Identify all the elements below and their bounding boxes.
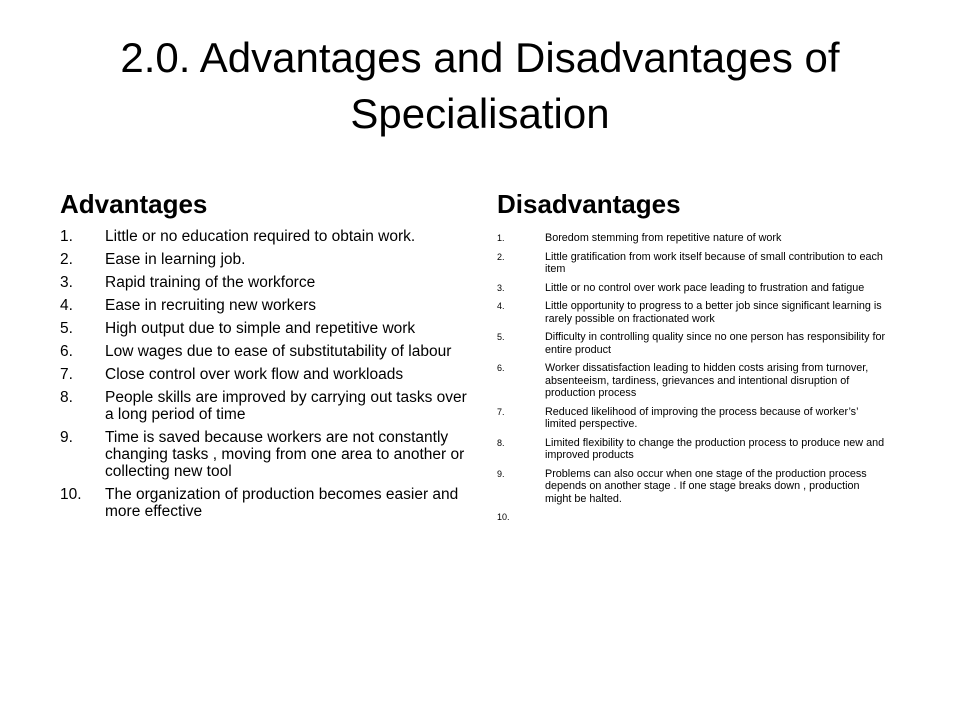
disadvantages-list: [497, 228, 887, 524]
list-item: [497, 511, 887, 524]
list-item: [60, 429, 470, 480]
item-text: Ease in recruiting new workers: [105, 297, 317, 314]
list-item: [60, 228, 470, 245]
item-text: High output due to simple and repetitive work: [105, 320, 416, 337]
item-text: Ease in learning job.: [105, 251, 246, 268]
list-item: [497, 362, 887, 400]
list-item: [497, 406, 887, 431]
item-number: 9.: [60, 429, 73, 446]
item-number: 2.: [60, 251, 73, 268]
item-text: Difficulty in controlling quality since no one person has responsibility for entire product: [545, 331, 886, 356]
item-text: Rapid training of the workforce: [105, 274, 316, 291]
item-number: 4.: [497, 301, 505, 311]
item-text: Little or no control over work pace leading to frustration and fatigue: [545, 281, 865, 294]
list-item: [497, 468, 887, 506]
item-number: 5.: [497, 332, 505, 342]
item-number: 2.: [497, 251, 505, 262]
item-number: 3.: [497, 282, 505, 293]
item-text: Little opportunity to progress to a better job since significant learning is rarely possible on fractionated work: [545, 300, 882, 325]
slide-title: 2.0. Advantages and Disadvantages of Specialisation: [120, 34, 840, 137]
item-number: 5.: [60, 320, 73, 337]
list-item: [60, 389, 470, 423]
item-text: Time is saved because workers are not constantly changing tasks , moving from one area to another or collecting new tool: [105, 429, 465, 480]
item-number: 9.: [497, 468, 505, 479]
list-item: [60, 297, 470, 314]
item-text: People skills are improved by carrying out tasks over a long period of time: [105, 389, 467, 423]
item-text: Reduced likelihood of improving the process because of worker’s’ limited perspective.: [545, 405, 859, 430]
list-item: [60, 320, 470, 337]
disadvantages-column: [497, 186, 887, 530]
item-number: 7.: [497, 406, 505, 417]
item-text: Little gratification from work itself because of small contribution to each item: [545, 250, 883, 275]
item-text: The organization of production becomes easier and more effective: [105, 486, 459, 520]
list-item: [497, 251, 887, 276]
list-item: [497, 300, 887, 325]
item-text: Boredom stemming from repetitive nature of work: [545, 232, 782, 244]
item-number: 6.: [60, 343, 73, 360]
item-text: Little or no education required to obtain work.: [105, 228, 416, 245]
item-number: 7.: [60, 366, 73, 383]
item-text: Problems can also occur when one stage of the production process depends on another stage . If one stage breaks down , production might be halted.: [545, 467, 867, 505]
advantages-heading: Advantages: [60, 189, 208, 219]
item-text: Limited flexibility to change the production process to produce new and improved products: [545, 436, 885, 461]
list-item: [60, 366, 470, 383]
disadvantages-heading: Disadvantages: [497, 189, 681, 219]
list-item: [60, 343, 470, 360]
list-item: [497, 232, 887, 245]
list-item: [497, 331, 887, 356]
item-number: 10.: [60, 486, 82, 503]
item-number: 1.: [497, 233, 505, 243]
item-number: 8.: [497, 437, 505, 448]
item-number: 3.: [60, 274, 73, 291]
advantages-list: [60, 228, 470, 520]
advantages-column: [60, 186, 470, 526]
item-number: 1.: [60, 228, 73, 245]
item-text: Low wages due to ease of substitutability of labour: [105, 343, 452, 360]
list-item: [60, 274, 470, 291]
item-number: 6.: [497, 363, 505, 373]
item-text: Close control over work flow and workloads: [105, 366, 404, 383]
list-item: [497, 282, 887, 295]
item-text: [545, 511, 887, 524]
item-number: 10.: [497, 512, 510, 522]
item-number: 8.: [60, 389, 73, 406]
list-item: [60, 251, 470, 268]
item-number: 4.: [60, 297, 73, 314]
list-item: [60, 486, 470, 520]
list-item: [497, 437, 887, 462]
item-text: Worker dissatisfaction leading to hidden costs arising from turnover, absenteeism, tardiness, grievances and intentional disruption of production process: [545, 362, 869, 399]
